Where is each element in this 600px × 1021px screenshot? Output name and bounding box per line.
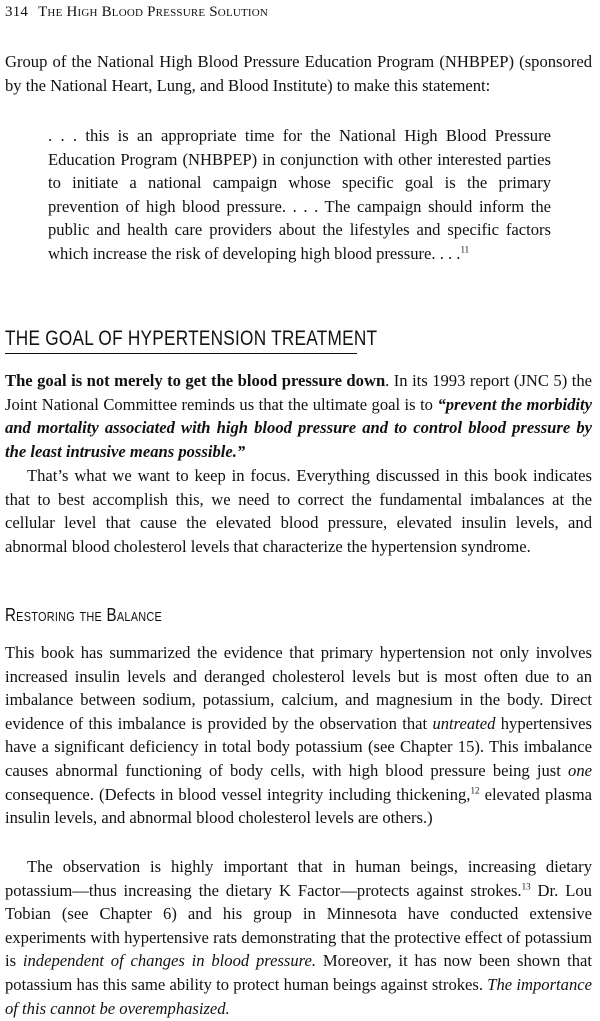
block-quote (48, 124, 551, 266)
running-head (5, 4, 268, 21)
footnote-ref: 12 (470, 785, 480, 796)
intro-paragraph: Group of the National High Blood Pressure Education Program (NHBPEP) (sponsored by the National Heart, Lung, and Blood Institute) to make this statement: (5, 52, 592, 95)
restoring-text-c: consequence. (Defects in blood vessel integrity including thickening, (5, 784, 471, 804)
restoring-text-b: hypertensives have a significant deficiency in total body potassium (see Chapter 15). This imbalance causes abnormal functioning of body cells, with high blood pressure being just (5, 713, 592, 780)
quote-text: . . . this is an appropriate time for the National High Blood Pressure Education Program (NHBPEP) in conjunction with other interested parties to initiate a national campaign whose specific goal is the primary prevention of high blood pressure. . . . The campaign should inform the public and health care providers about the lifestyles and specific factors which increase the risk of developing high blood pressure. . . . (48, 126, 551, 263)
goal-paragraph-2: That’s what we want to keep in focus. Everything discussed in this book indicates that to best accomplish this, we need to correct the fundamental imbalances at the cellular level that cause the elevated blood pressure, elevated insulin levels, and abnormal blood cholesterol levels that characterize the hypertension syndrome. (5, 466, 592, 556)
subsection-heading-restoring: Restoring the Balance (5, 605, 163, 625)
restoring2-text-c: Moreover, it has now been shown that potassium has this same ability to protect human beings against strokes. (5, 951, 592, 994)
restoring-italic-untreated: untreated (432, 713, 496, 733)
page-number: 314 (5, 4, 29, 20)
footnote-ref: 13 (521, 881, 531, 892)
restoring-text-a: This book has summarized the evidence that primary hypertension not only involves increased insulin levels and deranged cholesterol levels but is most often due to an imbalance between sodium, potassium, calcium, and magnesium in the body. Direct evidence of this imbalance is provided by the observation that (5, 643, 592, 733)
restoring-paragraph-2 (5, 855, 592, 1020)
goal-paragraph-1 (5, 369, 592, 463)
restoring2-final-italic: The importance of this cannot be overemphasized. (5, 974, 592, 1018)
goal-quote: “prevent the morbidity and mortality associated with high blood pressure and to control blood pressure by the least intrusive means possible.” (5, 394, 592, 461)
restoring-italic-one: one (568, 760, 592, 780)
goal-bold-lead: The goal is not merely to get the blood pressure down (5, 371, 386, 390)
restoring2-italic: independent of changes in blood pressure. (22, 951, 317, 971)
goal-text: . In its 1993 report (JNC 5) the Joint National Committee reminds us that the ultimate goal is to (5, 371, 592, 414)
restoring-text-d: elevated plasma insulin levels, and abnormal blood cholesterol levels are others.) (5, 784, 592, 828)
restoring-paragraph-1 (5, 641, 592, 830)
running-title: The High Blood Pressure Solution (38, 4, 269, 20)
restoring2-text-b: Dr. Lou Tobian (see Chapter 6) and his group in Minnesota have conducted extensive experiments with hypertensive rats demonstrating that the protective effect of potassium is (5, 880, 592, 971)
restoring2-text-a: The observation is highly important that in human beings, increasing dietary potassium—thus increasing the dietary K Factor—protects against strokes. (5, 857, 592, 900)
footnote-ref: 11 (460, 244, 470, 255)
heading-underline (5, 353, 357, 354)
section-heading-goal: THE GOAL OF HYPERTENSION TREATMENT (5, 327, 378, 350)
